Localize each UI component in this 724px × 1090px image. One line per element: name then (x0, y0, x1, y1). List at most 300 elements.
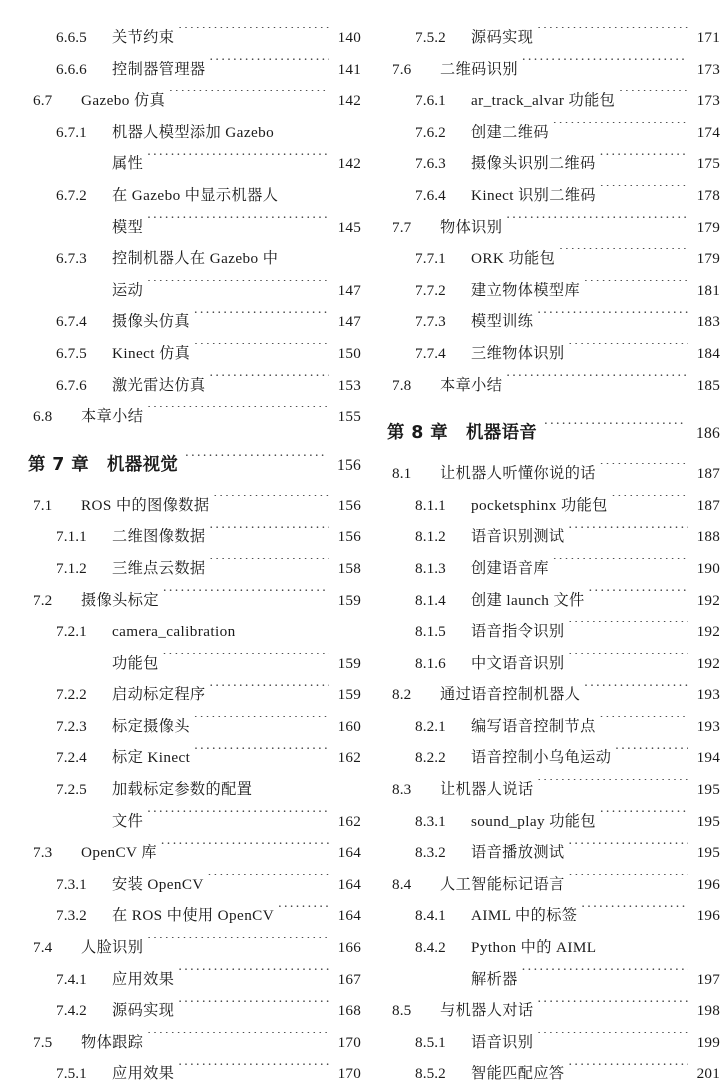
toc-entry-page-number: 164 (337, 844, 361, 862)
leader-dots (569, 343, 688, 358)
toc-entry-number: 7.6 (392, 60, 412, 78)
toc-entry[interactable] (24, 995, 361, 1027)
toc-entry-number: 7.2.3 (56, 717, 87, 735)
toc-entry-page-number: 179 (696, 218, 720, 236)
leader-dots (147, 406, 329, 421)
leader-dots (569, 874, 688, 889)
toc-entry-title: 语音控制小乌龟运动 (471, 749, 612, 767)
leader-dots (569, 1063, 688, 1078)
toc-entry[interactable] (383, 1027, 720, 1059)
toc-entry-number: 7.2.1 (56, 623, 87, 641)
toc-entry[interactable] (383, 774, 720, 806)
leader-dots (147, 216, 329, 231)
toc-entry-number: 7.5.2 (415, 29, 446, 46)
leader-dots (240, 621, 329, 636)
toc-entry[interactable] (383, 900, 720, 932)
toc-entry-title: 语音识别 (471, 1033, 534, 1051)
toc-entry[interactable] (24, 679, 361, 711)
toc-entry-number: 7.6.3 (415, 155, 446, 173)
leader-dots (210, 684, 329, 699)
toc-entry-page-number: 194 (696, 749, 720, 767)
toc-entry-page-number: 159 (337, 686, 361, 704)
toc-entry[interactable] (24, 1027, 361, 1059)
toc-entry[interactable] (383, 85, 720, 117)
toc-entry-number: 8.2.1 (415, 717, 446, 735)
toc-entry-number: 7.7 (392, 218, 412, 236)
toc-entry[interactable] (24, 616, 361, 648)
leader-dots (210, 58, 329, 73)
toc-entry-title: 智能匹配应答 (471, 1065, 565, 1083)
toc-entry-title: 摄像头仿真 (112, 313, 190, 331)
toc-list-right-bottom (383, 458, 720, 1090)
toc-entry-number: 6.6.5 (56, 29, 87, 46)
toc-entry-page-number: 175 (696, 155, 720, 173)
toc-entry-page-number: 192 (696, 623, 720, 641)
toc-entry-title: 人工智能标记语言 (440, 875, 565, 893)
toc-entry-title: 创建二维码 (471, 123, 549, 141)
toc-entry-number: 7.4 (33, 939, 53, 957)
leader-dots (537, 1032, 688, 1047)
toc-entry-title-line2: 解析器 (471, 970, 518, 988)
toc-entry[interactable] (24, 932, 361, 964)
toc-entry-page-number: 168 (337, 1002, 361, 1020)
toc-entry-title: 模型训练 (471, 313, 534, 331)
toc-entry-title: 语音播放测试 (471, 844, 565, 862)
toc-entry-number: 6.7.6 (56, 376, 87, 394)
toc-entry-number: 7.4.2 (56, 1002, 87, 1020)
leader-dots (537, 311, 688, 326)
toc-entry-number: 7.1.2 (56, 559, 87, 577)
toc-entry-page-number: 195 (696, 844, 720, 862)
toc-entry-number: 8.1.6 (415, 654, 446, 672)
toc-entry-number: 7.3.1 (56, 875, 87, 893)
toc-entry-page-number: 187 (696, 465, 720, 483)
toc-entry-title: 控制器管理器 (112, 60, 206, 78)
toc-entry-number: 6.8 (33, 408, 53, 426)
toc-entry-title: 三维点云数据 (112, 559, 206, 577)
toc-entry-page-number: 166 (337, 939, 361, 957)
toc-entry[interactable] (383, 117, 720, 149)
toc-entry-page-number: 160 (337, 717, 361, 735)
toc-entry-number: 8.5.1 (415, 1033, 446, 1051)
toc-entry-page-number: 185 (696, 376, 720, 394)
leader-dots (208, 874, 329, 889)
toc-entry[interactable] (383, 22, 720, 54)
leader-dots (178, 1063, 329, 1078)
toc-entry-number: 7.6.4 (415, 186, 446, 204)
leader-dots (584, 280, 688, 295)
toc-entry-title: 创建语音库 (471, 559, 549, 577)
toc-entry[interactable] (24, 370, 361, 402)
toc-entry-number: 8.1 (392, 465, 412, 483)
toc-entry-number: 7.1.1 (56, 528, 87, 546)
leader-dots (163, 653, 329, 668)
toc-entry-title: 标定摄像头 (112, 717, 190, 735)
chapter-title: 机器语音 (466, 423, 538, 444)
toc-entry-title: 二维码识别 (440, 60, 518, 78)
toc-entry-title: 二维图像数据 (112, 528, 206, 546)
toc-entry-title-line2: 模型 (112, 218, 144, 236)
toc-entry[interactable] (383, 212, 720, 244)
toc-entry-number: 7.3 (33, 844, 53, 862)
toc-entry-title: 在 ROS 中使用 OpenCV (112, 907, 275, 925)
toc-entry-number: 6.7.1 (56, 123, 87, 141)
toc-entry-number: 8.4.2 (415, 939, 446, 957)
toc-entry[interactable] (24, 338, 361, 370)
leader-dots (210, 526, 329, 541)
toc-entry-number: 6.7.2 (56, 186, 87, 204)
leader-dots (147, 153, 329, 168)
toc-entry[interactable] (383, 837, 720, 869)
toc-entry-page-number: 199 (696, 1033, 720, 1051)
toc-entry-page-number: 158 (337, 559, 361, 577)
toc-entry-page-number: 188 (696, 528, 720, 546)
toc-entry-title: 摄像头识别二维码 (471, 155, 596, 173)
leader-dots (559, 248, 688, 263)
toc-entry[interactable] (383, 306, 720, 338)
toc-entry-page-number: 193 (696, 686, 720, 704)
leader-dots (256, 779, 329, 794)
chapter-page-number: 156 (337, 456, 361, 474)
toc-entry[interactable] (383, 679, 720, 711)
toc-entry[interactable] (383, 742, 720, 774)
toc-entry-page-number: 197 (696, 970, 720, 988)
toc-entry-page-number: 187 (696, 496, 720, 514)
toc-entry-page-number: 196 (696, 907, 720, 925)
leader-dots (537, 27, 688, 42)
toc-entry-continuation[interactable] (24, 806, 361, 838)
toc-entry[interactable] (383, 1058, 720, 1090)
leader-dots (185, 452, 327, 469)
toc-entry[interactable] (24, 401, 361, 433)
toc-list-right-top (383, 22, 720, 401)
toc-entry-continuation[interactable] (24, 275, 361, 307)
leader-dots (553, 122, 688, 137)
leader-dots (194, 747, 329, 762)
toc-entry-page-number: 183 (696, 313, 720, 331)
toc-entry-continuation[interactable] (24, 212, 361, 244)
chapter-title: 机器视觉 (107, 454, 179, 475)
toc-entry[interactable] (24, 774, 361, 806)
leader-dots (147, 937, 329, 952)
toc-entry-page-number: 156 (337, 496, 361, 514)
toc-entry[interactable] (24, 490, 361, 522)
toc-entry-title: 编写语音控制节点 (471, 717, 596, 735)
toc-entry-number: 7.7.2 (415, 281, 446, 299)
toc-entry-page-number: 159 (337, 654, 361, 672)
toc-left-column (24, 22, 361, 1083)
toc-entry-title: 物体跟踪 (81, 1033, 144, 1051)
toc-entry-page-number: 190 (696, 559, 720, 577)
toc-entry-page-number: 173 (696, 60, 720, 78)
toc-entry-number: 7.7.3 (415, 313, 446, 331)
chapter-page-number: 186 (696, 425, 720, 443)
toc-entry-title: 与机器人对话 (440, 1002, 534, 1020)
toc-entry-title: ORK 功能包 (471, 250, 556, 268)
toc-entry-title: pocketsphinx 功能包 (471, 496, 608, 514)
toc-right-column (383, 22, 720, 1083)
toc-entry-title: AIML 中的标签 (471, 907, 578, 925)
leader-dots (522, 58, 688, 73)
toc-entry[interactable] (24, 742, 361, 774)
leader-dots (178, 1000, 329, 1015)
leader-dots (147, 280, 329, 295)
toc-entry[interactable] (383, 869, 720, 901)
toc-entry-number: 8.2.2 (415, 749, 446, 767)
toc-entry-number: 7.8 (392, 376, 412, 394)
toc-entry[interactable] (24, 180, 361, 212)
toc-entry[interactable] (383, 180, 720, 212)
leader-dots (178, 27, 329, 42)
toc-entry-page-number: 142 (337, 155, 361, 173)
toc-entry-number: 8.1.2 (415, 528, 446, 546)
leader-dots (282, 248, 329, 263)
toc-entry-page-number: 192 (696, 591, 720, 609)
toc-entry[interactable] (24, 22, 361, 54)
toc-entry[interactable] (24, 964, 361, 996)
leader-dots (194, 343, 329, 358)
toc-entry[interactable] (383, 648, 720, 680)
leader-dots (278, 905, 329, 920)
leader-dots (544, 421, 686, 438)
toc-entry-page-number: 156 (337, 528, 361, 546)
toc-entry-number: 7.3.2 (56, 907, 87, 925)
toc-entry[interactable] (383, 54, 720, 86)
toc-entry-title: 通过语音控制机器人 (440, 686, 581, 704)
toc-entry-number: 8.1.4 (415, 591, 446, 609)
toc-entry[interactable] (24, 306, 361, 338)
toc-entry-page-number: 141 (337, 60, 361, 78)
toc-entry-page-number: 170 (337, 1033, 361, 1051)
toc-entry-number: 7.2.5 (56, 781, 87, 799)
toc-entry-page-number: 167 (337, 970, 361, 988)
toc-entry-number: 8.3 (392, 781, 412, 799)
toc-entry-title: OpenCV 库 (81, 844, 157, 862)
toc-entry[interactable] (383, 711, 720, 743)
toc-entry-number: 7.2.4 (56, 749, 87, 767)
toc-entry-page-number: 153 (337, 376, 361, 394)
toc-entry-title: Gazebo 仿真 (81, 92, 166, 110)
leader-dots (163, 589, 329, 604)
leader-dots (581, 905, 688, 920)
toc-entry-page-number: 164 (337, 875, 361, 893)
leader-dots (194, 716, 329, 731)
toc-entry-title: 标定 Kinect (112, 749, 191, 767)
toc-entry-title: 物体识别 (440, 218, 503, 236)
toc-entry-title: 控制机器人在 Gazebo 中 (112, 250, 279, 268)
toc-entry-page-number: 192 (696, 654, 720, 672)
toc-entry[interactable] (383, 521, 720, 553)
toc-entry-title-line2: 运动 (112, 281, 144, 299)
toc-entry-number: 8.5.2 (415, 1065, 446, 1083)
leader-dots (600, 153, 688, 168)
toc-entry-continuation[interactable] (24, 148, 361, 180)
toc-entry-number: 6.7 (33, 92, 53, 110)
toc-entry[interactable] (383, 370, 720, 402)
toc-entry[interactable] (24, 900, 361, 932)
toc-entry-number: 6.7.4 (56, 313, 87, 331)
toc-entry-page-number: 184 (696, 344, 720, 362)
toc-entry-number: 8.1.3 (415, 559, 446, 577)
toc-entry[interactable] (383, 148, 720, 180)
toc-entry[interactable] (24, 837, 361, 869)
toc-entry[interactable] (383, 338, 720, 370)
leader-dots (506, 374, 688, 389)
toc-entry-title: 本章小结 (440, 376, 503, 394)
toc-entry-number: 8.4 (392, 875, 412, 893)
toc-entry[interactable] (24, 585, 361, 617)
leader-dots (569, 653, 688, 668)
leader-dots (147, 1032, 329, 1047)
toc-entry-title: 中文语音识别 (471, 654, 565, 672)
toc-entry-page-number: 173 (696, 92, 720, 110)
leader-dots (600, 810, 688, 825)
toc-entry[interactable] (383, 553, 720, 585)
leader-dots (612, 495, 688, 510)
toc-entry-title: 让机器人说话 (440, 781, 534, 799)
toc-entry-page-number: 147 (337, 281, 361, 299)
leader-dots (282, 185, 329, 200)
toc-entry-title: 建立物体模型库 (471, 281, 581, 299)
leader-dots (584, 684, 688, 699)
chapter-heading-7[interactable] (24, 449, 361, 482)
toc-entry-page-number: 155 (337, 408, 361, 426)
toc-entry-page-number: 193 (696, 717, 720, 735)
toc-entry[interactable] (383, 806, 720, 838)
toc-entry-title: 人脸识别 (81, 939, 144, 957)
toc-entry-number: 8.2 (392, 686, 412, 704)
toc-entry-title: 机器人模型添加 Gazebo (112, 123, 275, 141)
toc-entry[interactable] (24, 869, 361, 901)
toc-entry-page-number: 195 (696, 812, 720, 830)
toc-entry-page-number: 145 (337, 218, 361, 236)
toc-entry-number: 8.1.1 (415, 496, 446, 514)
toc-entry-title-line2: 文件 (112, 812, 144, 830)
toc-entry-number: 7.2 (33, 591, 53, 609)
toc-list-left-bottom (24, 490, 361, 1090)
toc-entry-title: 加载标定参数的配置 (112, 781, 253, 799)
toc-entry[interactable] (24, 85, 361, 117)
chapter-number: 第 8 章 (387, 423, 448, 444)
toc-entry-page-number: 147 (337, 313, 361, 331)
toc-entry-title: 源码实现 (471, 29, 534, 46)
toc-entry-page-number: 159 (337, 591, 361, 609)
toc-entry-page-number: 198 (696, 1002, 720, 1020)
toc-entry[interactable] (383, 275, 720, 307)
toc-entry[interactable] (383, 585, 720, 617)
toc-entry-title-line2: 功能包 (112, 654, 159, 672)
toc-entry-page-number: 164 (337, 907, 361, 925)
leader-dots (213, 495, 329, 510)
toc-entry-title: 激光雷达仿真 (112, 376, 206, 394)
leader-dots (210, 558, 329, 573)
toc-entry-title: 三维物体识别 (471, 344, 565, 362)
toc-entry-number: 7.4.1 (56, 970, 87, 988)
leader-dots (538, 1000, 688, 1015)
toc-entry-number: 8.3.1 (415, 812, 446, 830)
toc-entry-page-number: 140 (337, 29, 361, 46)
toc-entry-page-number: 179 (696, 250, 720, 268)
toc-entry[interactable] (383, 458, 720, 490)
toc-entry[interactable] (24, 521, 361, 553)
toc-entry-title: 应用效果 (112, 970, 175, 988)
leader-dots (538, 779, 688, 794)
toc-entry-title: 启动标定程序 (112, 686, 206, 704)
toc-entry[interactable] (383, 932, 720, 964)
toc-entry-title: ROS 中的图像数据 (81, 496, 210, 514)
toc-entry-title: 让机器人听懂你说的话 (440, 465, 596, 483)
toc-entry-page-number: 171 (696, 29, 720, 46)
toc-entry-title: 应用效果 (112, 1065, 175, 1083)
toc-entry[interactable] (383, 490, 720, 522)
toc-entry-page-number: 174 (696, 123, 720, 141)
toc-entry[interactable] (383, 995, 720, 1027)
toc-entry-continuation[interactable] (24, 648, 361, 680)
toc-entry-number: 7.2.2 (56, 686, 87, 704)
toc-entry-title: Kinect 仿真 (112, 344, 191, 362)
toc-entry-continuation[interactable] (383, 964, 720, 996)
toc-entry-title: camera_calibration (112, 623, 236, 641)
toc-entry-page-number: 162 (337, 812, 361, 830)
leader-dots (615, 747, 688, 762)
toc-entry-page-number: 170 (337, 1065, 361, 1083)
toc-entry-number: 8.1.5 (415, 623, 446, 641)
toc-entry-number: 7.6.2 (415, 123, 446, 141)
toc-entry-title: ar_track_alvar 功能包 (471, 92, 616, 110)
toc-entry[interactable] (24, 1058, 361, 1090)
toc-entry[interactable] (383, 243, 720, 275)
toc-entry-number: 7.5 (33, 1033, 53, 1051)
toc-entry-number: 6.7.3 (56, 250, 87, 268)
leader-dots (553, 558, 688, 573)
toc-entry-page-number: 181 (696, 281, 720, 299)
leader-dots (522, 968, 688, 983)
toc-entry-title-line2: 属性 (112, 155, 144, 173)
leader-dots (589, 589, 688, 604)
toc-entry-title: 安装 OpenCV (112, 875, 204, 893)
toc-entry-title: 语音指令识别 (471, 623, 565, 641)
toc-entry-title: 关节约束 (112, 29, 175, 46)
leader-dots (569, 526, 688, 541)
toc-entry-number: 8.3.2 (415, 844, 446, 862)
chapter-heading-8[interactable] (383, 417, 720, 450)
toc-entry-title: Python 中的 AIML (471, 939, 597, 957)
toc-entry-title: 语音识别测试 (471, 528, 565, 546)
leader-dots (506, 216, 688, 231)
toc-entry[interactable] (24, 54, 361, 86)
leader-dots (600, 937, 688, 952)
toc-entry-page-number: 142 (337, 92, 361, 110)
leader-dots (569, 621, 688, 636)
leader-dots (569, 842, 688, 857)
toc-entry[interactable] (24, 553, 361, 585)
toc-entry-title: 本章小结 (81, 408, 144, 426)
leader-dots (619, 90, 688, 105)
toc-entry-page-number: 162 (337, 749, 361, 767)
toc-entry[interactable] (24, 711, 361, 743)
toc-entry-number: 7.5.1 (56, 1065, 87, 1083)
leader-dots (600, 463, 688, 478)
toc-entry-number: 7.1 (33, 496, 53, 514)
toc-entry[interactable] (24, 243, 361, 275)
toc-entry-page-number: 195 (696, 781, 720, 799)
leader-dots (600, 716, 688, 731)
toc-entry[interactable] (24, 117, 361, 149)
leader-dots (210, 374, 329, 389)
toc-entry-number: 8.4.1 (415, 907, 446, 925)
toc-entry[interactable] (383, 616, 720, 648)
leader-dots (194, 311, 329, 326)
